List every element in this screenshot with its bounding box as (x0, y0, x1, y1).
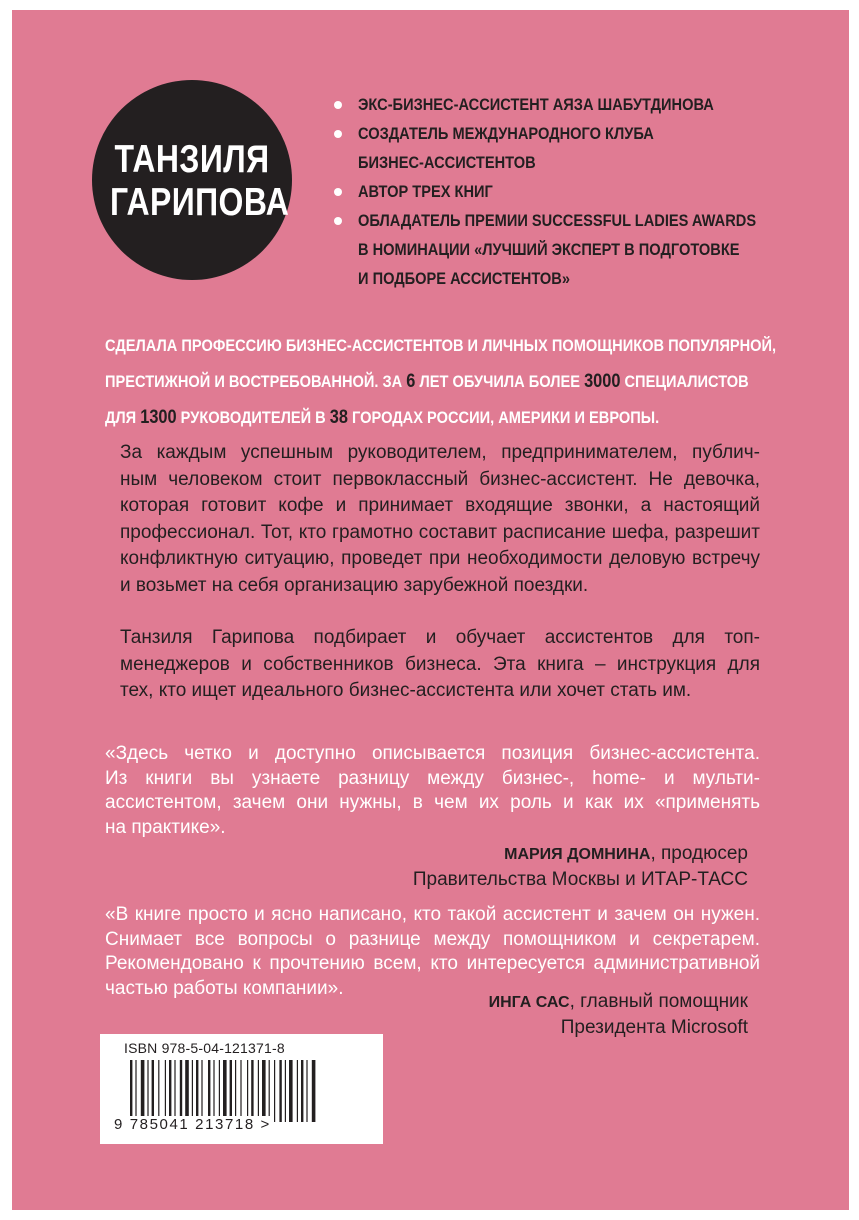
review-attribution-1: МАРИЯ ДОМНИНА, продюсер Правительства Москвы и ИТАР-ТАСС (412, 843, 748, 890)
isbn-label: ISBN 978-5-04-121371-8 (124, 1040, 285, 1056)
barcode-panel (100, 1034, 383, 1144)
reviewer-name: МАРИЯ ДОМНИНА (504, 846, 651, 863)
managers-count: 1300 (140, 407, 177, 428)
author-last-name: ГАРИПОВА (110, 181, 290, 224)
bullet-dot-icon (334, 217, 342, 225)
review-quote-2: «В книге просто и ясно написано, кто такой ассистент и зачем он нужен. Снимает все вопросы о разнице между помощником и секретарем. Рекомендовано к прочтению всем, кто интересуется административной частью работы компании». (105, 904, 760, 999)
bullet-dot-icon (334, 130, 342, 138)
back-cover (12, 10, 849, 1210)
bullet-dot-icon (334, 188, 342, 196)
review-attribution-2: ИНГА САС, главный помощник Президента Microsoft (488, 991, 748, 1038)
bullet-dot-icon (334, 101, 342, 109)
credential-item: СОЗДАТЕЛЬ МЕЖДУНАРОДНОГО КЛУБА БИЗНЕС-АССИСТЕНТОВ (330, 119, 821, 177)
specialists-count: 3000 (584, 371, 621, 392)
barcode-digits: 9 785041 213718 > (114, 1116, 271, 1133)
review-quote-1: «Здесь четко и доступно описывается позиция бизнес-ассистента. Из книги вы узнаете разницу между бизнес-, home- и мульти- ассистентом, зачем они нужны, в чем их роль и как их «применять на практике». (105, 743, 760, 838)
reviewer-name: ИНГА САС (488, 994, 570, 1011)
credential-item: ОБЛАДАТЕЛЬ ПРЕМИИ SUCCESSFUL LADIES AWARDS В НОМИНАЦИИ «ЛУЧШИЙ ЭКСПЕРТ В ПОДГОТОВКЕ И ПОДБОРЕ АССИСТЕНТОВ» (330, 206, 821, 293)
description-paragraph-1: За каждым успешным руководителем, предпринимателем, публич- ным человеком стоит первоклассный бизнес-ассистент. Не девочка, которая готовит кофе и принимает входящие звонки, а настоящий профессионал. Тот, кто грамотно составит расписание шефа, разрешит конфликтную ситуацию, проведет при необходимости деловую встречу и возьмет на себя организацию зарубежной поездки. (120, 442, 760, 596)
author-name (110, 138, 290, 224)
years-count: 6 (406, 371, 416, 392)
description-paragraph-2: Танзиля Гарипова подбирает и обучает ассистентов для топ- менеджеров и собственников бизнеса. Эта книга – инструкция для тех, кто ищет идеального бизнес-ассистента или хочет стать им. (120, 627, 760, 701)
cities-count: 38 (329, 407, 348, 428)
author-credentials (330, 90, 821, 293)
author-first-name: ТАНЗИЛЯ (114, 138, 270, 181)
achievements-summary: СДЕЛАЛА ПРОФЕССИЮ БИЗНЕС-АССИСТЕНТОВ И ЛИЧНЫХ ПОМОЩНИКОВ ПОПУЛЯРНОЙ, ПРЕСТИЖНОЙ И ВОСТРЕБОВАННОЙ. ЗА 6 ЛЕТ ОБУЧИЛА БОЛЕЕ 3000 СПЕЦИАЛИСТОВ ДЛЯ 1300 РУКОВОДИТЕЛЕЙ В 38 ГОРОДАХ РОССИИ, АМЕРИКИ И ЕВРОПЫ. (105, 336, 777, 428)
credential-item: АВТОР ТРЕХ КНИГ (330, 177, 821, 206)
author-circle (92, 80, 292, 280)
barcode-icon (130, 1060, 360, 1122)
credential-item: ЭКС-БИЗНЕС-АССИСТЕНТ АЯЗА ШАБУТДИНОВА (330, 90, 821, 119)
